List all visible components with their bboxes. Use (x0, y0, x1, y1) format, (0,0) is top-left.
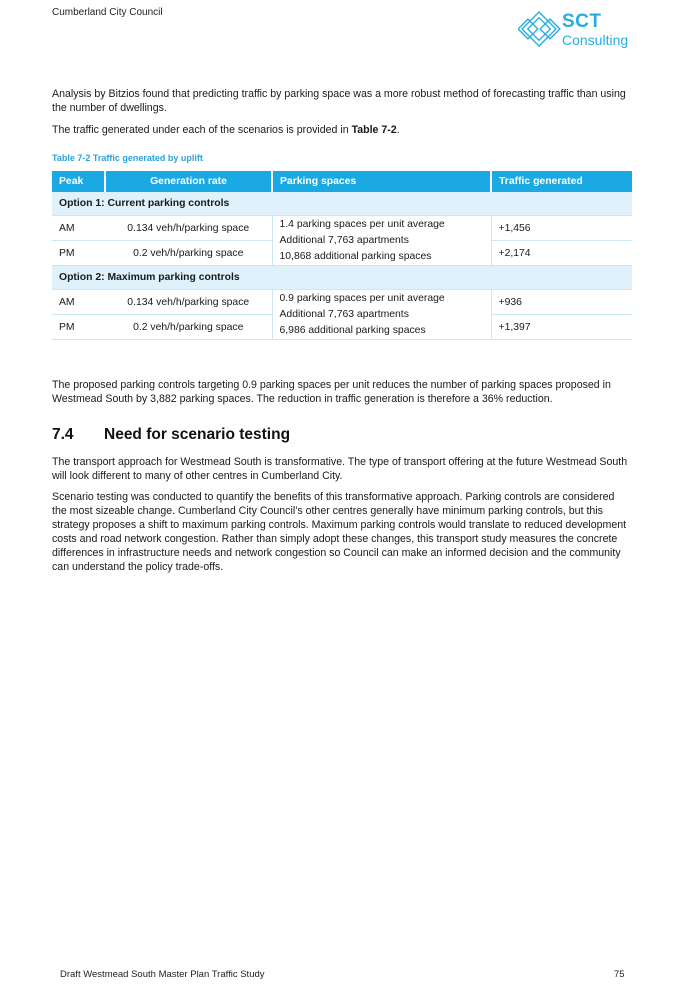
logo-text-sct: SCT (562, 11, 602, 32)
footer-title: Draft Westmead South Master Plan Traffic Study (60, 969, 265, 980)
diamond-logo-icon (518, 8, 562, 52)
parking-line: 10,868 additional parking spaces (279, 250, 432, 262)
group-row (52, 266, 632, 290)
rate-cell: 0.134 veh/h/parking space (105, 216, 272, 241)
section-paragraph-2: Scenario testing was conducted to quantify the benefits of this transformative approach. Parking controls are considered the most sizeable change. Cumberland City Council’s other centres generally have minimum parking controls, but this strategy proposes a shift to maximum parking controls. Maximum parking controls would translate to reduced development costs and road network congestion. Rather than simply adopt these changes, this transport study measures the concrete differences in infrastructure needs and network congestion so Council can make an informed decision and the community can understand the policy trade-offs. (52, 491, 627, 573)
table-caption: Table 7-2 Traffic generated by uplift (52, 153, 203, 163)
rate-cell: 0.134 veh/h/parking space (105, 290, 272, 315)
parking-cell (272, 216, 491, 266)
column-header: Parking spaces (272, 171, 491, 192)
after-table-paragraph: The proposed parking controls targeting 0.9 parking spaces per unit reduces the number of parking spaces proposed in Westmead South by 3,882 parking spaces. The reduction in traffic generation is therefore a 36% reduction. (52, 379, 611, 405)
intro-p2-text: The traffic generated under each of the scenarios is provided in (52, 124, 352, 136)
sct-logo (518, 8, 638, 52)
traffic-cell: +1,456 (491, 216, 632, 241)
traffic-cell: +1,397 (491, 315, 632, 340)
section-heading (52, 426, 290, 444)
intro-p2-end: . (396, 124, 400, 136)
intro-paragraph-1: Analysis by Bitzios found that predicting traffic by parking space was a more robust method of forecasting traffic than using the number of dwellings. (52, 88, 626, 114)
parking-cell (272, 290, 491, 340)
group-row (52, 192, 632, 216)
group-title: Option 2: Maximum parking controls (52, 266, 632, 290)
group-title: Option 1: Current parking controls (52, 192, 632, 216)
section-number: 7.4 (52, 426, 74, 443)
traffic-cell: +936 (491, 290, 632, 315)
parking-line: 1.4 parking spaces per unit average (279, 218, 445, 230)
peak-cell: AM (52, 290, 105, 315)
page-number: 75 (614, 969, 625, 980)
peak-cell: PM (52, 241, 105, 266)
peak-cell: PM (52, 315, 105, 340)
logo-text-consulting: Consulting (562, 32, 629, 48)
rate-cell: 0.2 veh/h/parking space (105, 315, 272, 340)
rate-cell: 0.2 veh/h/parking space (105, 241, 272, 266)
parking-line: Additional 7,763 apartments (279, 234, 409, 246)
traffic-cell: +2,174 (491, 241, 632, 266)
table-row (52, 290, 632, 315)
table-reference: Table 7-2 (351, 124, 397, 136)
table-header-row (52, 171, 632, 192)
parking-line: 0.9 parking spaces per unit average (279, 292, 445, 304)
table-row (52, 216, 632, 241)
parking-line: Additional 7,763 apartments (279, 308, 409, 320)
section-title: Need for scenario testing (104, 426, 291, 443)
column-header: Peak (52, 171, 105, 192)
column-header: Traffic generated (491, 171, 632, 192)
parking-line: 6,986 additional parking spaces (279, 324, 426, 336)
intro-paragraph-2 (52, 123, 632, 137)
section-paragraph-1: The transport approach for Westmead South is transformative. The type of transport offering at the future Westmead South will look different to many of other centres in Cumberland City. (52, 456, 628, 482)
peak-cell: AM (52, 216, 105, 241)
traffic-table (52, 171, 632, 340)
column-header: Generation rate (105, 171, 272, 192)
header-org: Cumberland City Council (52, 7, 163, 18)
